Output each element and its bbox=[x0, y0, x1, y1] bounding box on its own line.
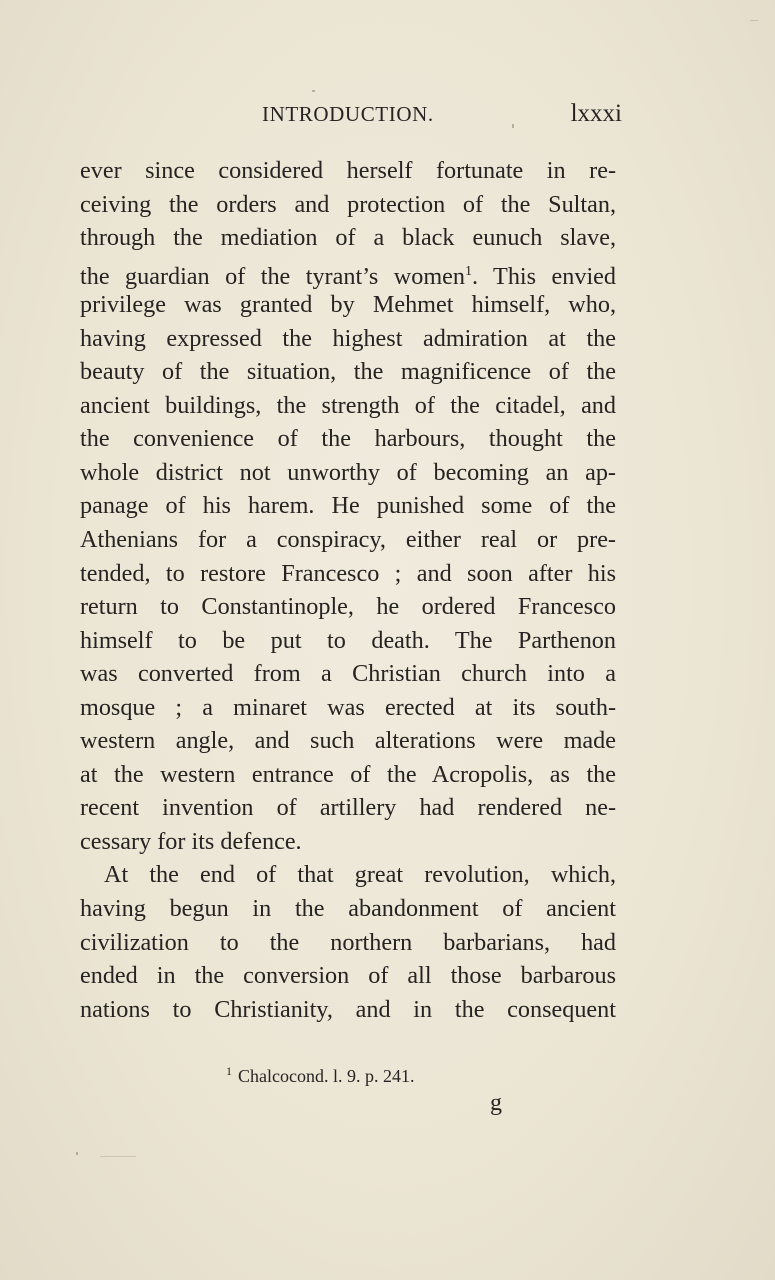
text-line: ended in the conversion of all those barbarous bbox=[80, 962, 616, 990]
text-line-part: . This envied bbox=[471, 262, 616, 290]
text-line: himself to be put to death. The Parthenon bbox=[80, 626, 616, 654]
text-line: ceiving the orders and protection of the Sultan, bbox=[80, 190, 616, 218]
text-line: return to Constantinople, he ordered Francesco bbox=[80, 593, 616, 621]
text-line: through the mediation of a black eunuch slave, bbox=[80, 224, 616, 252]
footnote-text: Chalcocond. l. 9. p. 241. bbox=[238, 1066, 415, 1086]
text-line-part: the guardian of the tyrant’s women bbox=[80, 262, 465, 290]
text-line: beauty of the situation, the magnificence of the bbox=[80, 358, 616, 386]
text-line: tended, to restore Francesco ; and soon after his bbox=[80, 559, 616, 587]
text-line: nations to Christianity, and in the consequent bbox=[80, 995, 616, 1023]
text-line: having expressed the highest admiration at the bbox=[80, 324, 616, 352]
text-line: civilization to the northern barbarians, had bbox=[80, 928, 616, 956]
paper-speck bbox=[100, 1156, 136, 1157]
text-line: recent invention of artillery had rendered ne- bbox=[80, 794, 616, 822]
text-line: Athenians for a conspiracy, either real or pre- bbox=[80, 526, 616, 554]
footnote-marker: 1 bbox=[226, 1064, 232, 1078]
text-line: having begun in the abandonment of ancient bbox=[80, 895, 616, 923]
text-line: western angle, and such alterations were made bbox=[80, 727, 616, 755]
body-text bbox=[80, 154, 616, 1026]
page-number: lxxxi bbox=[570, 100, 622, 127]
text-line: cessary for its defence. bbox=[80, 827, 302, 855]
signature-mark: g bbox=[490, 1090, 502, 1116]
paper-speck bbox=[76, 1152, 78, 1155]
paper-speck bbox=[312, 90, 315, 92]
text-line: ancient buildings, the strength of the citadel, and bbox=[80, 391, 616, 419]
text-line: the convenience of the harbours, thought the bbox=[80, 425, 616, 453]
text-line: ever since considered herself fortunate in re- bbox=[80, 157, 616, 184]
text-line-with-note bbox=[80, 255, 616, 289]
running-header bbox=[80, 102, 622, 136]
text-line: whole district not unworthy of becoming an ap- bbox=[80, 458, 616, 486]
text-line: was converted from a Christian church into a bbox=[80, 660, 616, 688]
footnote-reference: 1 bbox=[464, 263, 472, 279]
running-title: INTRODUCTION. bbox=[262, 102, 434, 126]
paper-speck bbox=[750, 20, 758, 21]
text-line: privilege was granted by Mehmet himself, who, bbox=[80, 291, 616, 319]
text-line: At the end of that great revolution, which, bbox=[104, 861, 616, 889]
text-line: panage of his harem. He punished some of the bbox=[80, 492, 616, 520]
text-line: mosque ; a minaret was erected at its south- bbox=[80, 693, 616, 721]
footnote bbox=[226, 1064, 414, 1087]
text-line: at the western entrance of the Acropolis, as the bbox=[80, 760, 616, 788]
paper-speck bbox=[512, 124, 514, 128]
